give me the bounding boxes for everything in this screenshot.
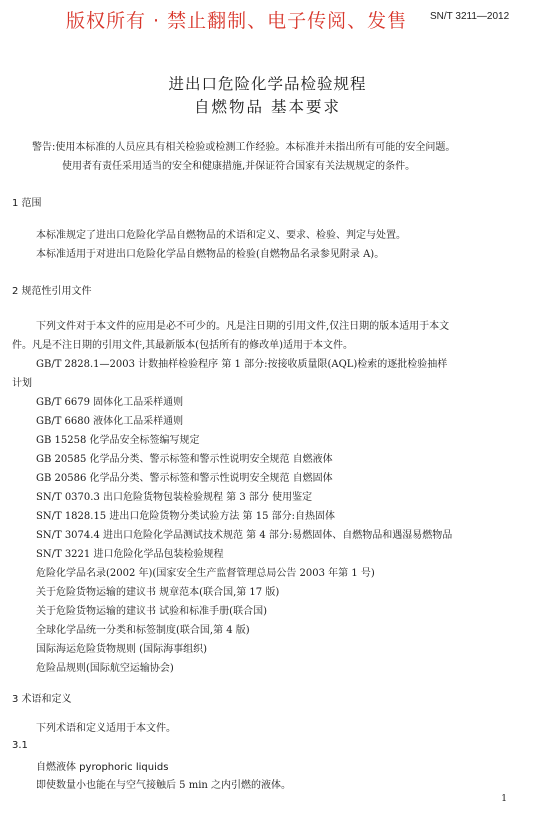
reference-item: SN/T 1828.15 进出口危险货物分类试验方法 第 15 部分:自热固体 (36, 511, 335, 522)
reference-item: GB/T 6680 液体化工品采样通则 (36, 416, 184, 427)
warning-line-1: 警告:使用本标准的人员应具有相关检验或检测工作经验。本标准并未指出所有可能的安全问题。 (32, 142, 456, 153)
warning-line-2: 使用者有责任采用适当的安全和健康措施,并保证符合国家有关法规规定的条件。 (62, 161, 416, 172)
standard-number: SN/T 3211—2012 (430, 11, 510, 22)
reference-item: GB 15258 化学品安全标签编写规定 (36, 435, 200, 446)
reference-item: GB 20585 化学品分类、警示标签和警示性说明安全规范 自燃液体 (36, 454, 333, 465)
page-number: 1 (501, 794, 507, 804)
scope-paragraph-1: 本标准规定了进出口危险化学品自燃物品的术语和定义、要求、检验、判定与处置。 (36, 230, 406, 241)
term-definition: 即使数量小也能在与空气接触后 5 min 之内引燃的液体。 (36, 780, 292, 791)
reference-item: SN/T 3221 进口危险化学品包装检验规程 (36, 549, 224, 560)
scope-paragraph-2: 本标准适用于对进出口危险化学品自燃物品的检验(自燃物品名录参见附录 A)。 (36, 249, 385, 260)
document-title: 进出口危险化学品检验规程 (168, 75, 367, 93)
subsection-number: 3.1 (12, 740, 28, 751)
reference-item-continuation: 计划 (12, 378, 32, 389)
reference-item: SN/T 3074.4 进出口危险化学品测试技术规范 第 4 部分:易燃固体、自燃物品和遇湿易燃物品 (36, 530, 453, 541)
reference-item: 危险化学品名录(2002 年)(国家安全生产监督管理总局公告 2003 年第 1 号) (36, 568, 375, 579)
reference-item: 关于危险货物运输的建议书 规章范本(联合国,第 17 版) (36, 587, 280, 598)
reference-item: 国际海运危险货物规则 (国际海事组织) (36, 644, 207, 655)
document-subtitle: 自燃物品 基本要求 (194, 98, 341, 116)
reference-item: 关于危险货物运输的建议书 试验和标准手册(联合国) (36, 606, 267, 617)
section-heading-terms: 3 术语和定义 (12, 694, 72, 705)
references-intro-line-2: 件。凡是不注日期的引用文件,其最新版本(包括所有的修改单)适用于本文件。 (12, 340, 353, 351)
reference-item: SN/T 0370.3 出口危险货物包装检验规程 第 3 部分 使用鉴定 (36, 492, 313, 503)
reference-item: GB 20586 化学品分类、警示标签和警示性说明安全规范 自燃固体 (36, 473, 333, 484)
section-heading-scope: 1 范围 (12, 198, 42, 209)
reference-item: GB/T 2828.1—2003 计数抽样检验程序 第 1 部分:按接收质量限(AQL)检索的逐批检验抽样 (36, 359, 448, 370)
reference-item: 全球化学品统一分类和标签制度(联合国,第 4 版) (36, 625, 250, 636)
term-title: 自燃液体 pyrophoric liquids (36, 762, 169, 773)
references-intro-line-1: 下列文件对于本文件的应用是必不可少的。凡是注日期的引用文件,仅注日期的版本适用于本文 (36, 321, 450, 332)
reference-item: GB/T 6679 固体化工品采样通则 (36, 397, 184, 408)
terms-intro: 下列术语和定义适用于本文件。 (36, 723, 176, 734)
section-heading-references: 2 规范性引用文件 (12, 286, 92, 297)
reference-item: 危险品规则(国际航空运输协会) (36, 663, 174, 674)
watermark-text: 版权所有 · 禁止翻制、电子传阅、发售 (66, 10, 408, 32)
